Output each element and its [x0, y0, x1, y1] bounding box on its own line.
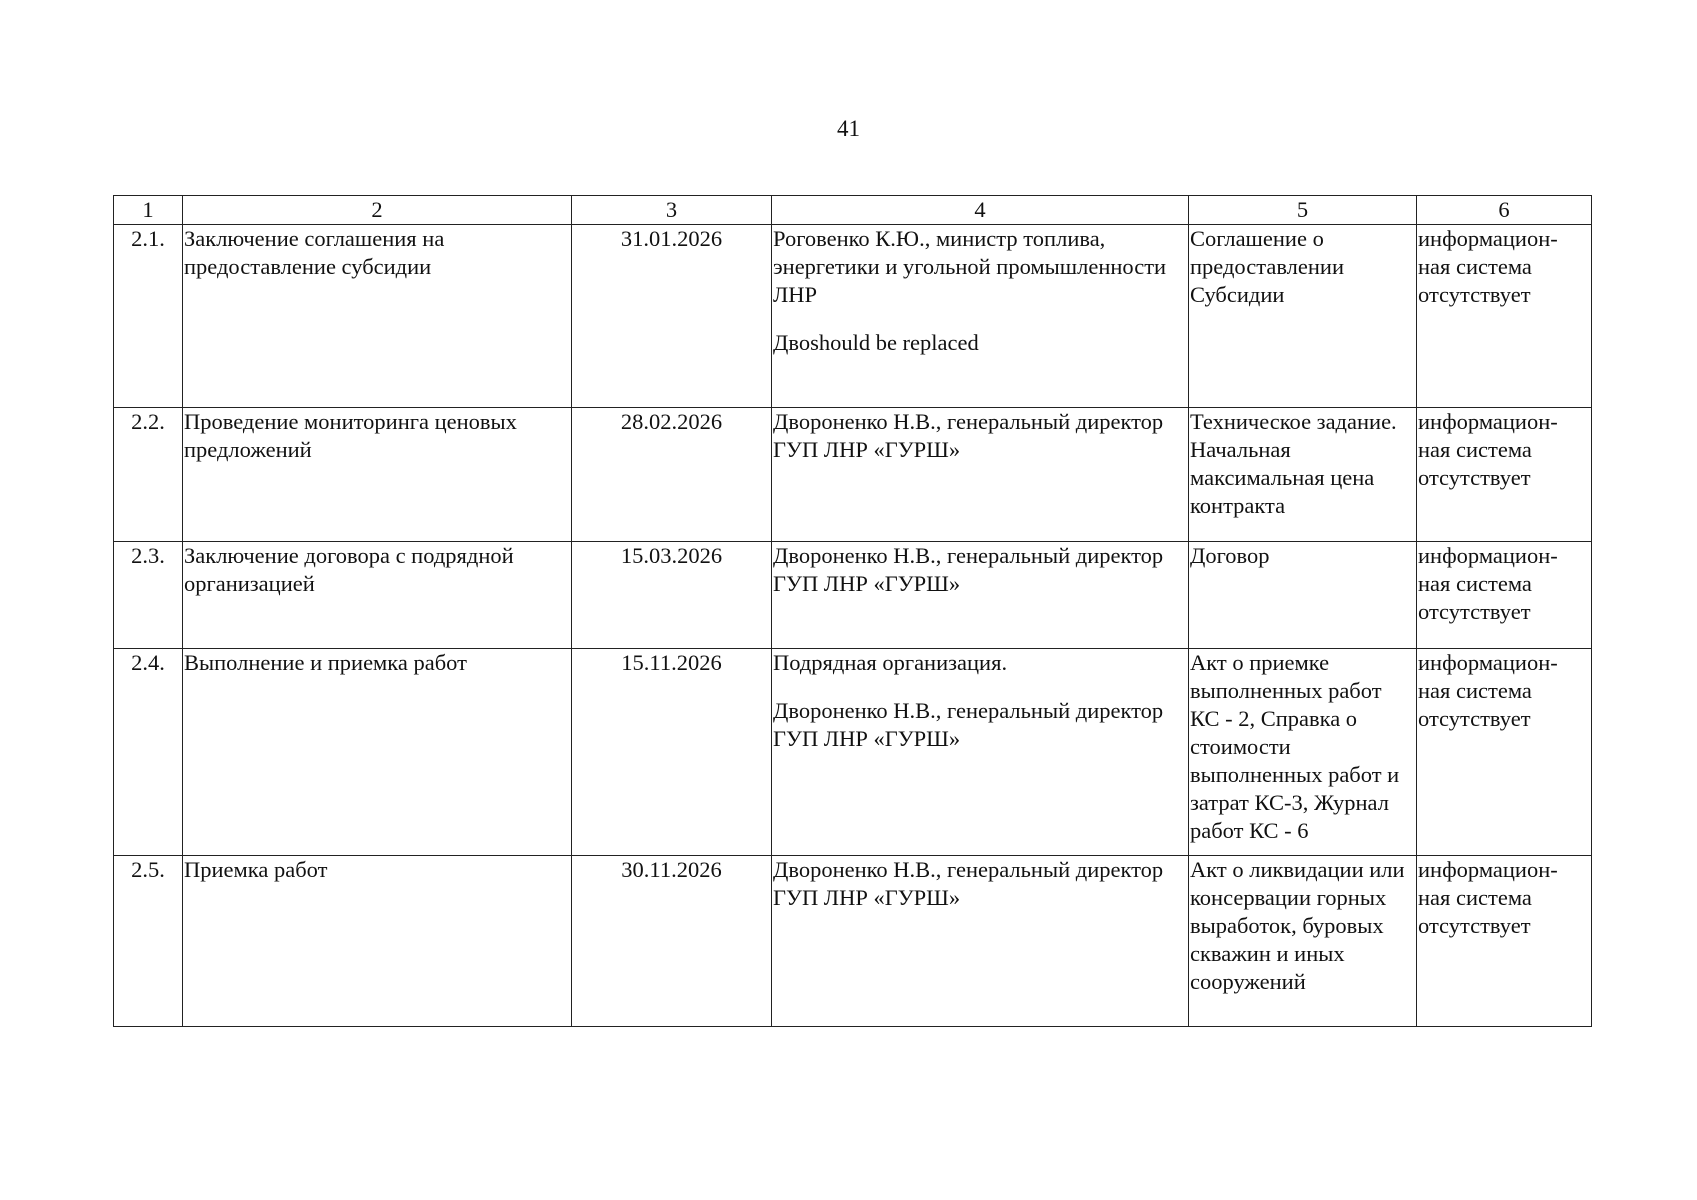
result-document: Акт о ликвидации или консервации горных выработок, буровых скважин и иных сооружений: [1189, 856, 1417, 1027]
row-number: 2.4.: [114, 649, 183, 856]
result-document: Договор: [1189, 542, 1417, 649]
column-number-4: 4: [772, 196, 1189, 225]
responsible-person: Роговенко К.Ю., министр топлива, энергетики и угольной промышленности ЛНР: [773, 226, 1167, 307]
row-number: 2.2.: [114, 408, 183, 542]
responsible-person: Подрядная организация.: [773, 650, 1008, 675]
table-row: [114, 408, 1592, 542]
responsible-persons: [772, 649, 1189, 856]
plan-table: [113, 195, 1592, 1027]
column-number-5: 5: [1189, 196, 1417, 225]
information-system: информацион-ная система отсутствует: [1417, 856, 1592, 1027]
deadline-date: 28.02.2026: [572, 408, 772, 542]
responsible-person: Двороненко Н.В., генеральный директор ГУП ЛНР «ГУРШ»: [773, 543, 1164, 596]
result-document: Акт о приемке выполненных работ КС - 2, Справка о стоимости выполненных работ и затрат КС-3, Журнал работ КС - 6: [1189, 649, 1417, 856]
deadline-date: 15.03.2026: [572, 542, 772, 649]
stage-name: Заключение договора с подрядной организацией: [183, 542, 572, 649]
row-number: 2.5.: [114, 856, 183, 1027]
column-number-1: 1: [114, 196, 183, 225]
column-number-6: 6: [1417, 196, 1592, 225]
stage-name: Проведение мониторинга ценовых предложений: [183, 408, 572, 542]
information-system: информацион-ная система отсутствует: [1417, 408, 1592, 542]
responsible-person: Двороненко Н.В., генеральный директор ГУП ЛНР «ГУРШ»: [773, 409, 1164, 462]
responsible-persons: [772, 856, 1189, 1027]
information-system: информацион-ная система отсутствует: [1417, 542, 1592, 649]
table-row: [114, 649, 1592, 856]
deadline-date: 30.11.2026: [572, 856, 772, 1027]
deadline-date: 15.11.2026: [572, 649, 772, 856]
row-number: 2.3.: [114, 542, 183, 649]
responsible-persons: [772, 408, 1189, 542]
column-number-3: 3: [572, 196, 772, 225]
table-row: [114, 225, 1592, 408]
responsible-person: Двороненко Н.В., генеральный директор ГУП ЛНР «ГУРШ»: [773, 857, 1164, 910]
responsible-persons: [772, 542, 1189, 649]
table-row: [114, 542, 1592, 649]
result-document: Техническое задание. Начальная максимальная цена контракта: [1189, 408, 1417, 542]
stage-name: Заключение соглашения на предоставление субсидии: [183, 225, 572, 408]
row-number: 2.1.: [114, 225, 183, 408]
table-header-row: [114, 196, 1592, 225]
column-number-2: 2: [183, 196, 572, 225]
information-system: информацион-ная система отсутствует: [1417, 649, 1592, 856]
responsible-person: Двороненко Н.В., генеральный директор ГУП ЛНР «ГУРШ»: [773, 698, 1164, 751]
information-system: информацион-ная система отсутствует: [1417, 225, 1592, 408]
responsible-persons: [772, 225, 1189, 408]
stage-name: Приемка работ: [183, 856, 572, 1027]
deadline-date: 31.01.2026: [572, 225, 772, 408]
result-document: Соглашение о предоставлении Субсидии: [1189, 225, 1417, 408]
table-row: [114, 856, 1592, 1027]
page-number: 41: [837, 116, 860, 141]
stage-name: Выполнение и приемка работ: [183, 649, 572, 856]
responsible-person: Двоshould be replaced: [773, 330, 979, 355]
